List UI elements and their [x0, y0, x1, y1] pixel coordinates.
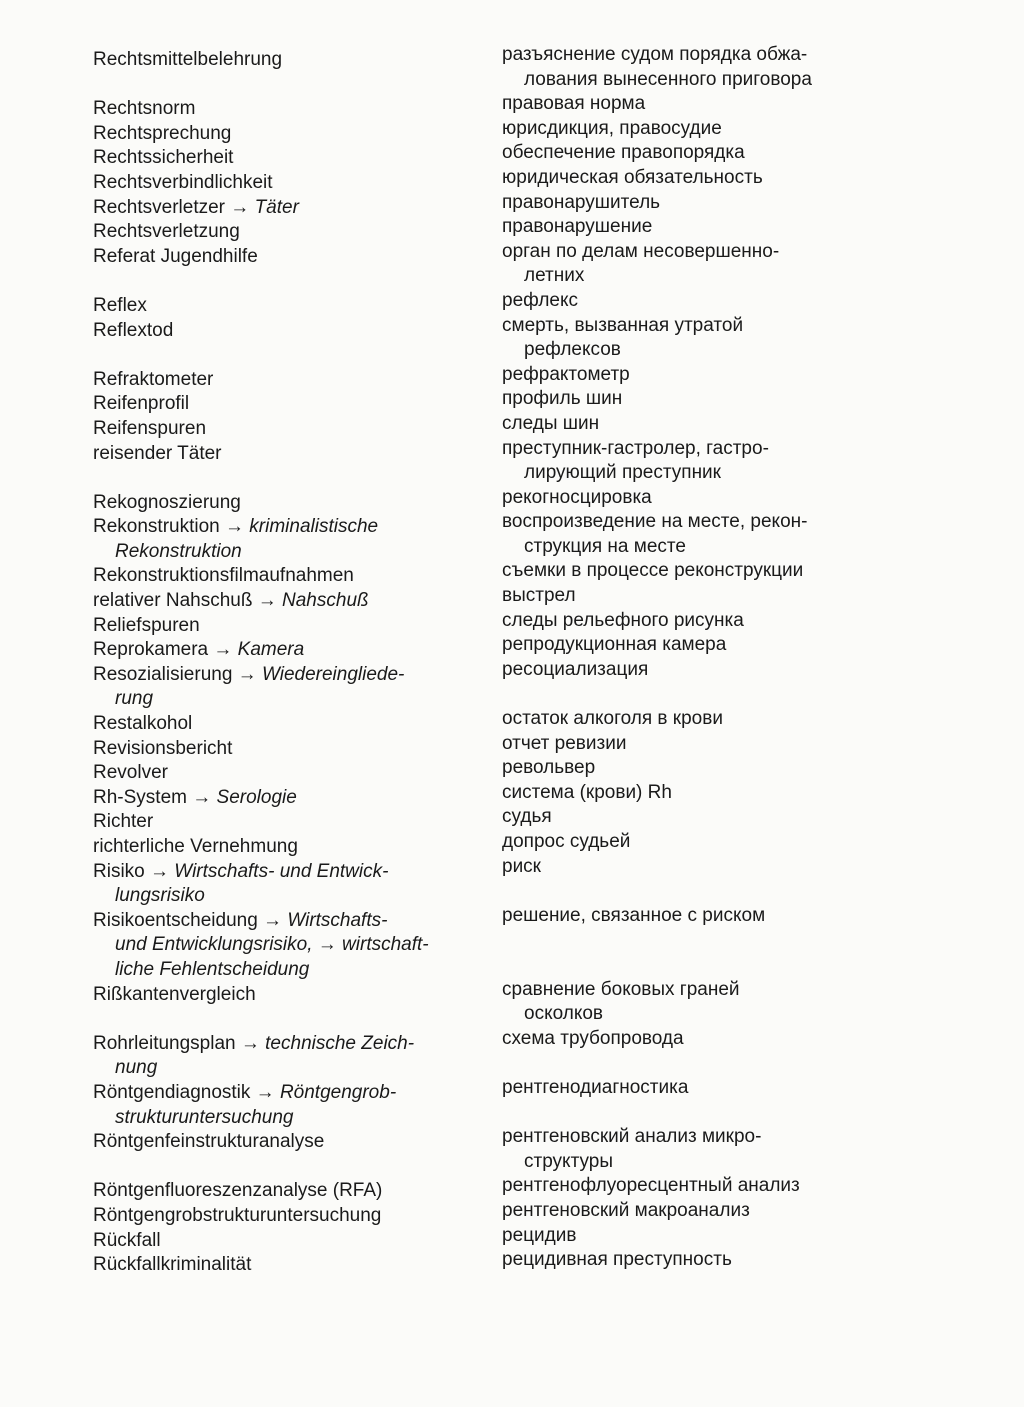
- term-text: рефрактометр: [502, 363, 630, 385]
- russian-entry-line: [502, 412, 1002, 437]
- cross-reference-text: Serologie: [216, 786, 297, 808]
- german-entry-line: [93, 933, 473, 958]
- russian-entry-line: [502, 1125, 1002, 1150]
- german-entry-line: [93, 638, 473, 663]
- term-text: Rechtsverbindlichkeit: [93, 171, 273, 193]
- german-entry-line: [93, 97, 473, 122]
- term-text: Revisionsbericht: [93, 737, 233, 759]
- blank-line: [93, 73, 473, 98]
- german-entry-line: [93, 245, 473, 270]
- russian-entry-line: [502, 215, 1002, 240]
- term-text: Rekonstruktion: [93, 516, 220, 538]
- term-text: рекогносцировка: [502, 486, 652, 508]
- russian-entry-line: [502, 486, 1002, 511]
- term-text: Rückfallkriminalität: [93, 1254, 252, 1276]
- term-text: рефлекс: [502, 289, 579, 311]
- term-text: Reifenspuren: [93, 417, 207, 439]
- german-entry-line: [93, 860, 473, 885]
- german-entry-line: [93, 1253, 473, 1278]
- term-text: Revolver: [93, 762, 168, 784]
- cross-reference-text: kriminalistische: [249, 516, 379, 538]
- blank-line: [502, 1101, 1002, 1126]
- german-entry-line: [93, 983, 473, 1008]
- russian-entry-line: [502, 314, 1002, 339]
- russian-entry-line: [502, 68, 1002, 93]
- term-text: съемки в процессе реконструкции: [502, 560, 804, 582]
- german-entry-line: [93, 589, 473, 614]
- german-entry-line: [93, 392, 473, 417]
- term-text: следы шин: [502, 412, 600, 434]
- cross-reference-text: wirtschaft-: [342, 934, 429, 956]
- german-entry-line: [93, 1032, 473, 1057]
- cross-reference-text: Röntgengrob-: [279, 1081, 397, 1103]
- german-entry-line: [93, 491, 473, 516]
- cross-reference-arrow-icon: →: [257, 909, 288, 931]
- german-entry-line: [93, 1229, 473, 1254]
- russian-entry-line: [502, 707, 1002, 732]
- russian-entry-line: [502, 510, 1002, 535]
- term-text: струкция на месте: [524, 535, 686, 557]
- term-text: правонарушитель: [502, 191, 661, 213]
- german-entry-line: [93, 712, 473, 737]
- cross-reference-arrow-icon: →: [186, 786, 217, 808]
- blank-line: [93, 466, 473, 491]
- german-entry-line: [93, 319, 473, 344]
- term-text: схема трубопровода: [502, 1027, 684, 1049]
- cross-reference-text: Rekonstruktion: [115, 540, 242, 562]
- russian-entry-line: [502, 658, 1002, 683]
- term-text: преступник-гастролер, гастро-: [502, 437, 769, 459]
- cross-reference-text: rung: [115, 688, 154, 710]
- russian-entry-line: [502, 1150, 1002, 1175]
- russian-entry-line: [502, 289, 1002, 314]
- cross-reference-text: Wirtschafts- und Entwick-: [174, 860, 389, 882]
- term-text: правонарушение: [502, 216, 653, 238]
- german-entry-line: [93, 663, 473, 688]
- term-text: рентгенофлуоресцентный анализ: [502, 1175, 800, 1197]
- russian-entry-line: [502, 1224, 1002, 1249]
- cross-reference-arrow-icon: →: [250, 1081, 280, 1103]
- russian-entry-line: [502, 166, 1002, 191]
- russian-entry-line: [502, 338, 1002, 363]
- german-entry-line: [93, 884, 473, 909]
- term-text: Risikoentscheidung: [93, 909, 258, 931]
- term-text: лования вынесенного приговора: [524, 68, 812, 90]
- term-text: рентгеновский анализ микро-: [502, 1126, 762, 1148]
- term-text: сравнение боковых граней: [502, 978, 740, 1000]
- russian-entry-line: [502, 633, 1002, 658]
- german-entry-line: [93, 687, 473, 712]
- russian-entry-line: [502, 117, 1002, 142]
- cross-reference-text: Nahschuß: [282, 590, 369, 612]
- russian-entry-line: [502, 732, 1002, 757]
- german-entry-line: [93, 48, 473, 73]
- term-text: юрисдикция, правосудие: [502, 117, 722, 139]
- term-text: Röntgenfeinstrukturanalyse: [93, 1131, 325, 1153]
- russian-entry-line: [502, 805, 1002, 830]
- russian-entry-line: [502, 240, 1002, 265]
- term-text: решение, связанное с риском: [502, 904, 766, 926]
- russian-entry-line: [502, 559, 1002, 584]
- blank-line: [93, 343, 473, 368]
- cross-reference-text: strukturuntersuchung: [115, 1106, 294, 1128]
- german-entry-line: [93, 737, 473, 762]
- term-text: обеспечение правопорядка: [502, 142, 745, 164]
- term-text: допрос судьей: [502, 831, 631, 852]
- term-text: Rechtssicherheit: [93, 147, 234, 169]
- term-text: рентгенодиагностика: [502, 1076, 689, 1098]
- german-entry-line: [93, 1106, 473, 1131]
- term-text: отчет ревизии: [502, 732, 627, 754]
- russian-entry-line: [502, 830, 1002, 855]
- term-text: рецидив: [502, 1224, 577, 1246]
- cross-reference-arrow-icon: →: [232, 663, 262, 685]
- term-text: Rechtsverletzung: [93, 221, 240, 243]
- russian-entry-line: [502, 609, 1002, 634]
- term-text: структуры: [524, 1150, 614, 1172]
- term-text: осколков: [524, 1003, 604, 1025]
- german-entry-line: [93, 540, 473, 565]
- russian-entry-line: [502, 461, 1002, 486]
- term-text: Rechtsnorm: [93, 98, 196, 120]
- russian-entry-line: [502, 191, 1002, 216]
- russian-entry-line: [502, 535, 1002, 560]
- russian-entry-line: [502, 1174, 1002, 1199]
- german-entry-line: [93, 146, 473, 171]
- cross-reference-text: Wirtschafts-: [287, 909, 388, 931]
- blank-line: [93, 1155, 473, 1180]
- russian-entry-line: [502, 387, 1002, 412]
- russian-entry-line: [502, 92, 1002, 117]
- german-entry-line: [93, 1056, 473, 1081]
- term-text: Reliefspuren: [93, 614, 200, 636]
- german-entry-line: [93, 835, 473, 860]
- german-entry-line: [93, 1130, 473, 1155]
- russian-entry-line: [502, 978, 1002, 1003]
- term-text: Restalkohol: [93, 713, 193, 735]
- german-entry-line: [93, 786, 473, 811]
- german-entry-line: [93, 442, 473, 467]
- term-text: риск: [502, 855, 541, 877]
- russian-entry-line: [502, 904, 1002, 929]
- blank-line: [502, 953, 1002, 978]
- term-text: Referat Jugendhilfe: [93, 245, 258, 267]
- term-text: reisender Täter: [93, 442, 222, 464]
- term-text: судья: [502, 806, 552, 828]
- cross-reference-arrow-icon: →: [312, 934, 343, 956]
- cross-reference-arrow-icon: →: [225, 196, 255, 218]
- russian-entry-line: [502, 1076, 1002, 1101]
- blank-line: [502, 1051, 1002, 1076]
- term-text: Rohrleitungsplan: [93, 1032, 236, 1054]
- term-text: Röntgengrobstrukturuntersuchung: [93, 1204, 382, 1226]
- term-text: richterliche Vernehmung: [93, 836, 298, 857]
- term-text: лирующий преступник: [524, 462, 721, 484]
- cross-reference-text: Kamera: [237, 639, 305, 661]
- cross-reference-arrow-icon: →: [144, 860, 175, 882]
- german-entry-line: [93, 171, 473, 196]
- russian-entry-line: [502, 1248, 1002, 1273]
- german-entry-line: [93, 614, 473, 639]
- cross-reference-arrow-icon: →: [252, 590, 283, 612]
- cross-reference-arrow-icon: →: [208, 639, 238, 661]
- russian-entry-line: [502, 264, 1002, 289]
- russian-entry-line: [502, 1027, 1002, 1052]
- german-entry-line: [93, 196, 473, 221]
- term-text: репродукционная камера: [502, 634, 727, 656]
- term-text: система (крови) Rh: [502, 781, 672, 803]
- cross-reference-arrow-icon: →: [219, 516, 250, 538]
- term-text: смерть, вызванная утратой: [502, 314, 744, 336]
- term-text: Refraktometer: [93, 368, 214, 390]
- term-text: Röntgenfluoreszenzanalyse (RFA): [93, 1180, 383, 1202]
- german-entry-line: [93, 909, 473, 934]
- german-entry-line: [93, 220, 473, 245]
- term-text: выстрел: [502, 585, 576, 607]
- german-entry-line: [93, 1204, 473, 1229]
- term-text: орган по делам несовершенно-: [502, 240, 780, 262]
- term-text: ресоциализация: [502, 658, 649, 680]
- russian-translations-column: [502, 43, 1002, 1273]
- term-text: relativer Nahschuß: [93, 590, 253, 612]
- term-text: Reprokamera: [93, 639, 209, 661]
- cross-reference-text: Wiedereingliede-: [261, 663, 405, 685]
- term-text: Reflextod: [93, 319, 174, 341]
- term-text: Rh-System: [93, 786, 187, 808]
- german-entry-line: [93, 1179, 473, 1204]
- russian-entry-line: [502, 1002, 1002, 1027]
- term-text: Rekonstruktionsfilmaufnahmen: [93, 565, 354, 587]
- term-text: юридическая обязательность: [502, 166, 763, 188]
- term-text: профиль шин: [502, 388, 623, 410]
- term-text: рефлексов: [524, 339, 621, 361]
- term-text: Röntgendiagnostik: [93, 1081, 251, 1103]
- term-text: револьвер: [502, 757, 596, 779]
- term-text: летних: [524, 265, 585, 287]
- cross-reference-text: nung: [115, 1057, 158, 1079]
- cross-reference-text: und Entwicklungsrisiko,: [115, 934, 313, 956]
- term-text: Reflex: [93, 294, 147, 316]
- german-entry-line: [93, 515, 473, 540]
- german-entry-line: [93, 958, 473, 983]
- german-entry-line: [93, 810, 473, 835]
- cross-reference-text: liche Fehlentscheidung: [115, 958, 310, 980]
- russian-entry-line: [502, 43, 1002, 68]
- russian-entry-line: [502, 437, 1002, 462]
- term-text: правовая норма: [502, 93, 646, 115]
- russian-entry-line: [502, 855, 1002, 880]
- german-entry-line: [93, 368, 473, 393]
- term-text: Rekognoszierung: [93, 491, 241, 513]
- russian-entry-line: [502, 756, 1002, 781]
- cross-reference-text: technische Zeich-: [265, 1032, 415, 1054]
- blank-line: [502, 928, 1002, 953]
- term-text: Resozialisierung: [93, 663, 233, 685]
- german-entry-line: [93, 1081, 473, 1106]
- term-text: Rißkantenvergleich: [93, 983, 256, 1005]
- cross-reference-text: lungsrisiko: [115, 885, 205, 907]
- term-text: рентгеновский макроанализ: [502, 1199, 750, 1221]
- german-entry-line: [93, 417, 473, 442]
- german-entry-line: [93, 761, 473, 786]
- russian-entry-line: [502, 1199, 1002, 1224]
- term-text: рецидивная преступность: [502, 1249, 732, 1271]
- russian-entry-line: [502, 363, 1002, 388]
- term-text: Richter: [93, 811, 154, 833]
- term-text: Rechtsverletzer: [93, 196, 225, 218]
- term-text: воспроизведение на месте, рекон-: [502, 511, 808, 533]
- blank-line: [93, 1007, 473, 1032]
- german-entry-line: [93, 564, 473, 589]
- blank-line: [502, 879, 1002, 904]
- term-text: Rückfall: [93, 1229, 161, 1251]
- term-text: Reifenprofil: [93, 393, 190, 415]
- german-terms-column: [93, 48, 473, 1278]
- term-text: Rechtsmittelbelehrung: [93, 49, 283, 70]
- blank-line: [93, 269, 473, 294]
- russian-entry-line: [502, 141, 1002, 166]
- term-text: остаток алкоголя в крови: [502, 708, 723, 730]
- german-entry-line: [93, 122, 473, 147]
- term-text: Risiko: [93, 860, 145, 882]
- russian-entry-line: [502, 781, 1002, 806]
- blank-line: [502, 682, 1002, 707]
- cross-reference-arrow-icon: →: [235, 1032, 266, 1054]
- russian-entry-line: [502, 584, 1002, 609]
- german-entry-line: [93, 294, 473, 319]
- term-text: разъяснение судом порядка обжа-: [502, 44, 808, 65]
- cross-reference-text: Täter: [254, 196, 299, 218]
- term-text: следы рельефного рисунка: [502, 609, 744, 631]
- term-text: Rechtsprechung: [93, 122, 232, 144]
